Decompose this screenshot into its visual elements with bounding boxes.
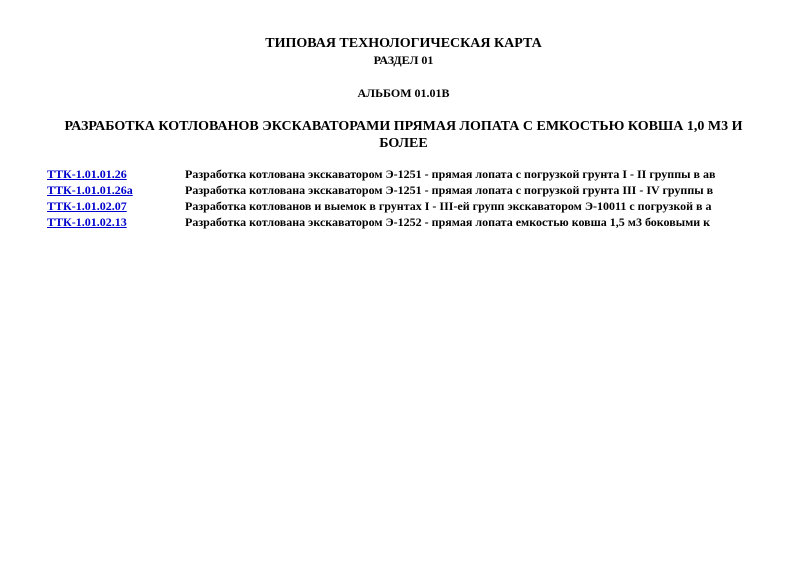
list-item [47,214,771,230]
document-description: Разработка котлована экскаватором Э-1251 - прямая лопата с погрузкой грунта III - IV группы в [185,183,714,197]
list-item [47,166,771,182]
document-list [47,166,771,230]
list-item [47,198,771,214]
document-description: Разработка котлована экскаватором Э-1252 - прямая лопата емкостью ковша 1,5 м3 боковыми к [185,215,711,229]
document-code-link[interactable]: ТТК-1.01.01.26 [47,167,127,181]
document-description: Разработка котлованов и выемок в грунтах I - III-ей групп экскаватором Э-10011 с погрузкой в а [185,199,712,213]
album-label: АЛЬБОМ 01.01В [357,86,450,100]
document-code-link[interactable]: ТТК-1.01.01.26а [47,183,133,197]
document-code-link[interactable]: ТТК-1.01.02.13 [47,215,127,229]
section-label: РАЗДЕЛ 01 [373,53,434,67]
document-title: ТИПОВАЯ ТЕХНОЛОГИЧЕСКАЯ КАРТА [265,36,542,51]
document-code-link[interactable]: ТТК-1.01.02.07 [47,199,127,213]
page-heading: РАЗРАБОТКА КОТЛОВАНОВ ЭКСКАВАТОРАМИ ПРЯМАЯ ЛОПАТА С ЕМКОСТЬЮ КОВША 1,0 М3 И БОЛЕЕ [64,119,743,151]
document-description: Разработка котлована экскаватором Э-1251 - прямая лопата с погрузкой грунта I - II группы в ав [185,167,716,181]
list-item [47,182,771,198]
